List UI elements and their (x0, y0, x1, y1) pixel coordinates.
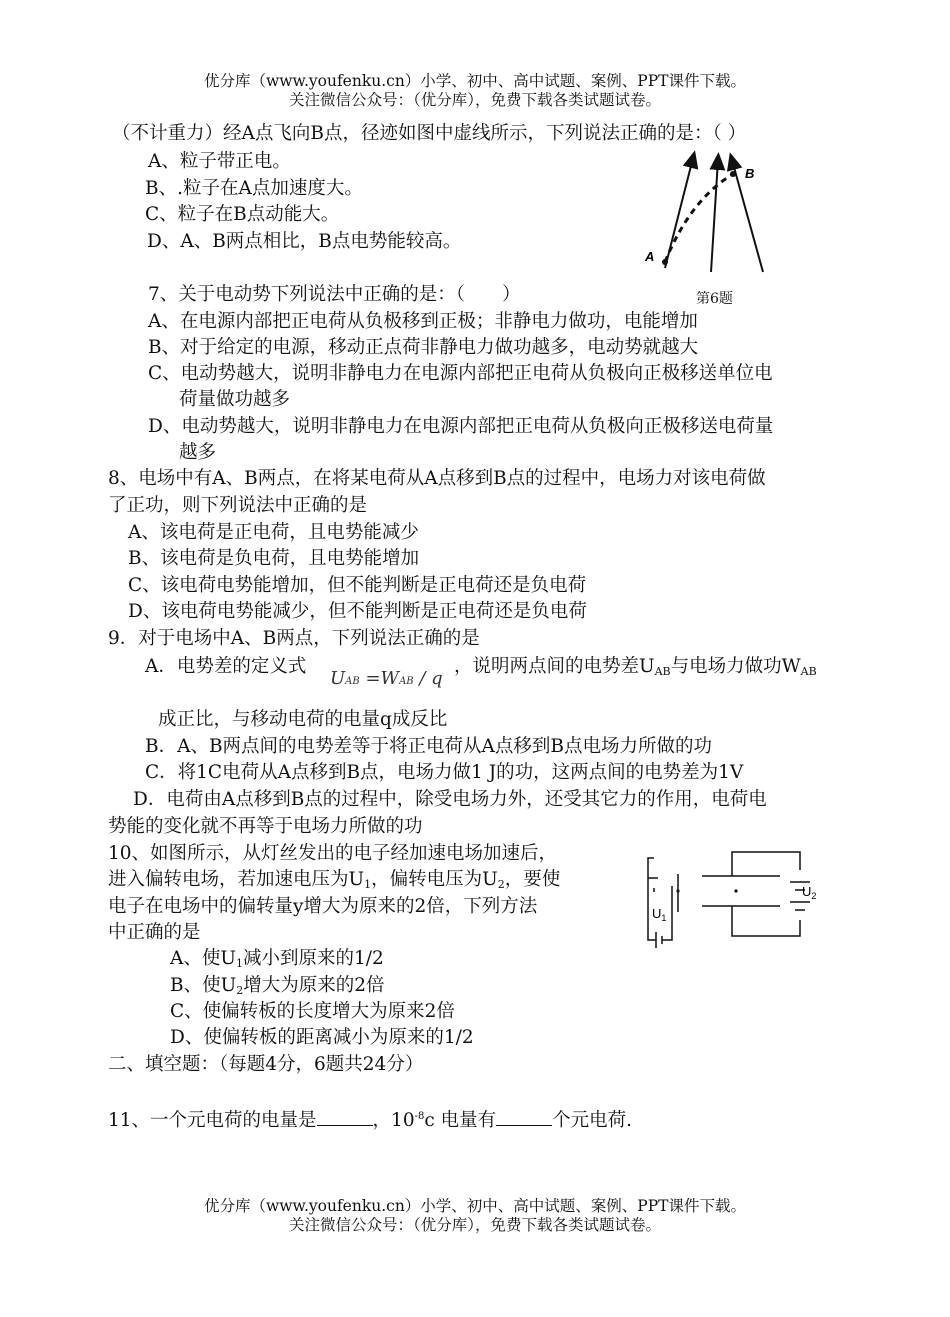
q10-line2-mid: ，偏转电压为U (371, 869, 498, 890)
field-line-middle (711, 160, 718, 272)
header-line-2: 关注微信公众号：（优分库），免费下载各类试题试卷。 (288, 91, 661, 109)
point-a-dot (662, 259, 668, 265)
q8-option-d: D、该电荷电势能减少，但不能判断是正电荷还是负电荷 (128, 601, 587, 622)
q10-line-4: 中正确的是 (108, 922, 201, 943)
q10-optB-pre: B、使U (170, 975, 237, 996)
q6-figure-caption: 第6题 (696, 291, 733, 307)
fig-u2-label: $U_2$ (802, 884, 817, 901)
q6-option-c: C、粒子在B点动能大。 (145, 204, 340, 225)
q10-option-c: C、使偏转板的长度增大为原来2倍 (170, 1001, 455, 1022)
q8-option-b: B、该电荷是负电荷，且电势能增加 (128, 548, 420, 569)
q7-option-a: A、在电源内部把正电荷从负极移到正极；非静电力做功，电能增加 (148, 311, 698, 332)
q7-option-d: D、电动势越大，说明非静电力在电源内部把正电荷从负极向正极移送电荷量 (148, 416, 774, 437)
q8-option-a: A、该电荷是正电荷，且电势能减少 (128, 522, 419, 543)
q7-option-c: C、电动势越大，说明非静电力在电源内部把正电荷从负极向正极移送单位电 (148, 363, 773, 384)
q9-option-b: B．A、B两点间的电势差等于将正电荷从A点移到B点电场力所做的功 (145, 736, 713, 757)
q9-option-d-cont: 势能的变化就不再等于电场力所做的功 (108, 816, 423, 837)
header-line-1: 优分库（www.youfenku.cn）小学、初中、高中试题、案例、PPT课件下载。 (203, 72, 747, 90)
q8-option-c: C、该电荷电势能增加，但不能判断是正电荷还是负电荷 (128, 575, 587, 596)
formula-u: U (330, 668, 346, 689)
q9-option-d: D．电荷由A点移到B点的过程中，除受电场力外，还受其它力的作用，电荷电 (133, 789, 767, 810)
q8-stem-cont: 了正功，则下列说法中正确的是 (108, 495, 368, 516)
q11-mid-1: ，10 (372, 1110, 415, 1131)
q11-blank-2[interactable] (496, 1107, 552, 1126)
q10-option-a (170, 947, 384, 976)
q11-blank-1[interactable] (317, 1107, 373, 1126)
q9-formula (330, 668, 443, 689)
q7-option-c-cont: 荷量做功越多 (179, 389, 291, 410)
point-a-label: A (645, 249, 655, 264)
q10-optB-sub: 2 (236, 984, 244, 997)
q10-sub-2: 2 (497, 878, 505, 891)
q10-line2-post: ，要使 (504, 869, 561, 890)
q10-sub-1: 1 (364, 878, 372, 891)
q11-mid-2: c 电量有 (424, 1110, 497, 1131)
q10-optB-post: 增大为原来的2倍 (243, 975, 385, 996)
q10-line-2 (108, 868, 560, 897)
q6-stem: （不计重力）经A点飞向B点，径迹如图中虚线所示，下列说法正确的是：（ ） (112, 123, 747, 144)
q9-sub-ab-2: AB (800, 665, 817, 678)
particle-trajectory (665, 174, 733, 262)
q6-field-lines-figure (635, 150, 775, 280)
q9-option-a-cont: 成正比，与移动电荷的电量q成反比 (158, 709, 448, 730)
q7-option-d-cont: 越多 (179, 442, 217, 463)
q6-option-d: D、A、B两点相比，B点电势能较高。 (147, 231, 462, 252)
q9-option-a-pre: A．电势差的定义式 (145, 656, 307, 677)
q10-circuit-figure (640, 848, 830, 948)
formula-q: / q (413, 668, 443, 689)
footer-line-2: 关注微信公众号：（优分库），免费下载各类试题试卷。 (288, 1216, 661, 1234)
q10-option-b (170, 974, 384, 1003)
q11-exponent: -8 (414, 1111, 425, 1122)
q8-stem: 8、电场中有A、B两点，在将某电荷从A点移到B点的过程中，电场力对该电荷做 (108, 468, 766, 489)
q9-optA-mid-text: 与电场力做功W (670, 656, 801, 677)
q10-line2-pre: 进入偏转电场，若加速电压为U (108, 869, 365, 890)
q7-stem: 7、关于电动势下列说法中正确的是：（ ） (148, 284, 521, 305)
q10-optA-pre: A、使U (170, 948, 236, 969)
section-2-title: 二、填空题：（每题4分，6题共24分） (108, 1054, 424, 1075)
q10-optA-sub: 1 (235, 957, 243, 970)
q11-pre: 11、一个元电荷的电量是 (108, 1110, 317, 1131)
formula-sub-ab: AB (345, 676, 360, 687)
q10-optA-post: 减小到原来的1/2 (242, 948, 384, 969)
point-b-dot (730, 171, 736, 177)
q10-line-1: 10、如图所示，从灯丝发出的电子经加速电场加速后， (108, 843, 558, 864)
q10-option-d: D、使偏转板的距离减小为原来的1/2 (170, 1027, 474, 1048)
q9-sub-ab: AB (654, 665, 671, 678)
point-b-label: B (745, 166, 755, 181)
q9-option-a-post (454, 655, 817, 684)
q10-line-3: 电子在电场中的偏转量y增大为原来的2倍，下列方法 (108, 896, 538, 917)
q11-line (108, 1105, 632, 1133)
formula-sub-ab-2: AB (399, 676, 414, 687)
q11-post: 个元电荷. (552, 1110, 632, 1131)
q7-option-b: B、对于给定的电源，移动正点荷非静电力做功越多，电动势就越大 (148, 337, 699, 358)
q9-optA-post-text: ，说明两点间的电势差U (454, 656, 655, 677)
fig-u1-label: $U_1$ (652, 906, 667, 923)
q9-stem: 9．对于电场中A、B两点，下列说法正确的是 (108, 628, 480, 649)
q9-option-c: C．将1C电荷从A点移到B点，电场力做1 J的功，这两点间的电势差为1V (145, 762, 744, 783)
footer-line-1: 优分库（www.youfenku.cn）小学、初中、高中试题、案例、PPT课件下载。 (203, 1197, 747, 1215)
q6-option-b: B、.粒子在A点加速度大。 (145, 178, 363, 199)
q6-option-a: A、粒子带正电。 (148, 151, 291, 172)
formula-eq-w: =W (359, 668, 400, 689)
